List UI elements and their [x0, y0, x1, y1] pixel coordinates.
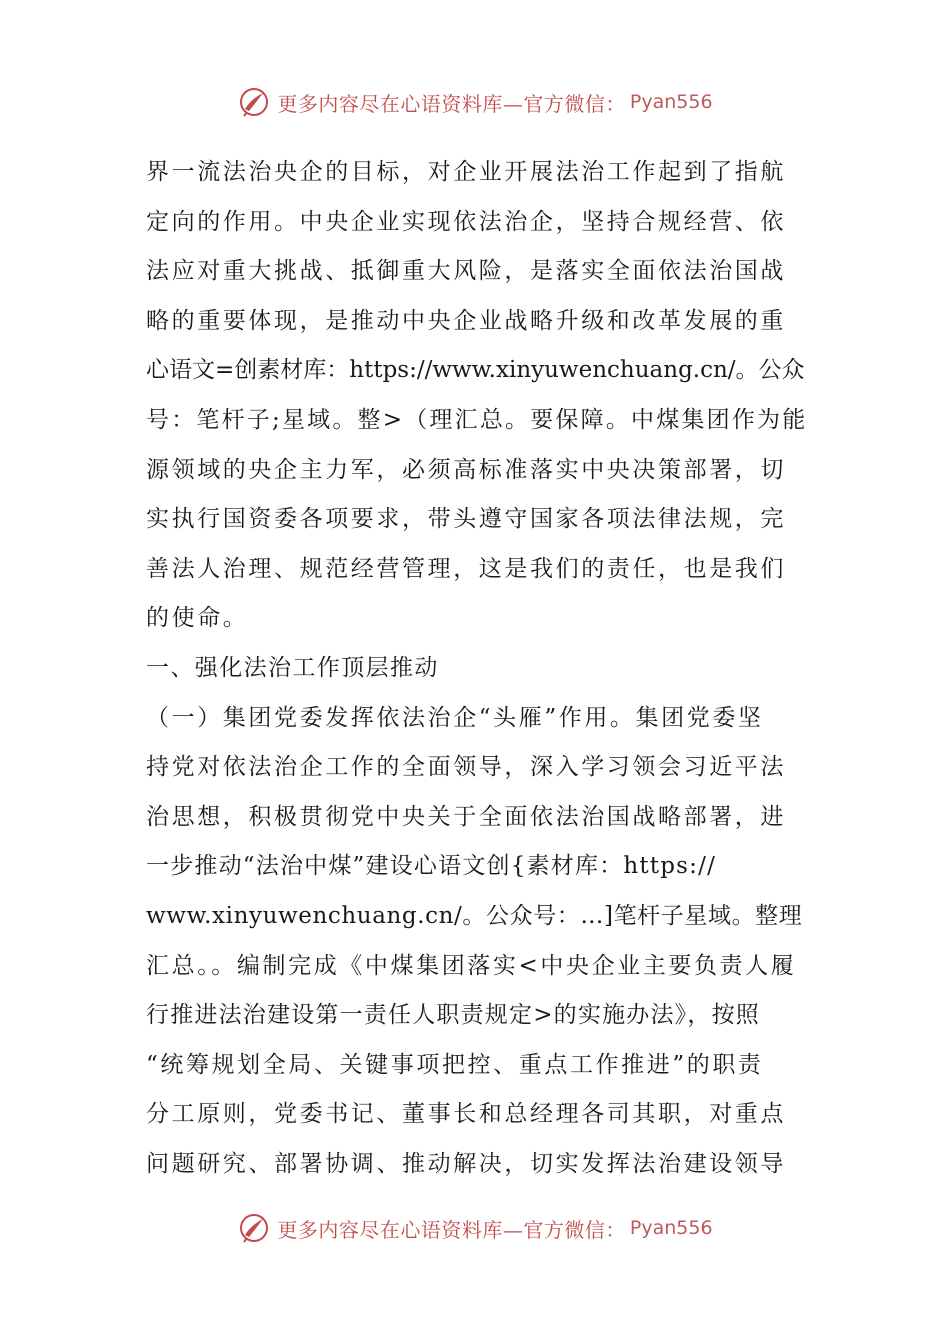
text-line: 治思想，积极贯彻党中央关于全面依法治国战略部署，进: [146, 803, 786, 830]
text-line: 汇总。。编制完成《中煤集团落实<中央企业主要负责人履: [146, 952, 797, 979]
text-line: 问题研究、部署协调、推动解决，切实发挥法治建设领导: [146, 1150, 786, 1177]
text-line: 实执行国资委各项要求，带头遵守国家各项法律法规，完: [146, 506, 786, 533]
watermark-banner-bottom: [0, 1206, 950, 1250]
text-line: 行推进法治建设第一责任人职责规定>的实施办法》，按照: [146, 1002, 760, 1029]
watermark-account: Pyan556: [629, 91, 713, 113]
text-line: www.xinyuwenchuang.cn/。公众号：…]笔杆子星域。整理: [146, 902, 803, 929]
text-line: 的使命。: [146, 605, 249, 632]
text-line: 界一流法治央企的目标，对企业开展法治工作起到了指航: [146, 159, 786, 185]
text-line: （一）集团党委发挥依法治企“头雁”作用。集团党委坚: [146, 704, 764, 731]
text-line: 号：笔杆子;星域。整>（理汇总。要保障。中煤集团作为能: [146, 406, 808, 433]
pen-logo-icon: [237, 85, 271, 119]
text-line: 持党对依法治企工作的全面领导，深入学习领会习近平法: [146, 754, 786, 781]
text-line: 一步推动“法治中煤”建设心语文创{素材库：https://: [146, 853, 717, 880]
body-text: [146, 148, 806, 1189]
watermark-text: 更多内容尽在心语资料库—官方微信：: [277, 91, 626, 116]
text-line: 源领域的央企主力军，必须高标准落实中央决策部署，切: [146, 456, 786, 483]
text-line: 善法人治理、规范经营管理，这是我们的责任，也是我们: [146, 555, 786, 582]
text-line: 略的重要体现，是推动中央企业战略升级和改革发展的重: [146, 307, 786, 334]
text-line: 心语文=创素材库：https://www.xinyuwenchuang.cn/。公众: [146, 357, 805, 384]
section-heading: 一、强化法治工作顶层推动: [146, 654, 439, 681]
text-line: “统筹规划全局、关键事项把控、重点工作推进”的职责: [146, 1051, 764, 1078]
watermark-account: Pyan556: [629, 1217, 713, 1239]
pen-logo-icon: [237, 1211, 271, 1245]
text-line: 分工原则，党委书记、董事长和总经理各司其职，对重点: [146, 1101, 786, 1128]
watermark-banner-top: [0, 80, 950, 124]
text-line: 法应对重大挑战、抵御重大风险，是落实全面依法治国战: [146, 258, 786, 285]
watermark-text: 更多内容尽在心语资料库—官方微信：: [277, 1217, 626, 1242]
text-line: 定向的作用。中央企业实现依法治企，坚持合规经营、依: [146, 208, 786, 235]
